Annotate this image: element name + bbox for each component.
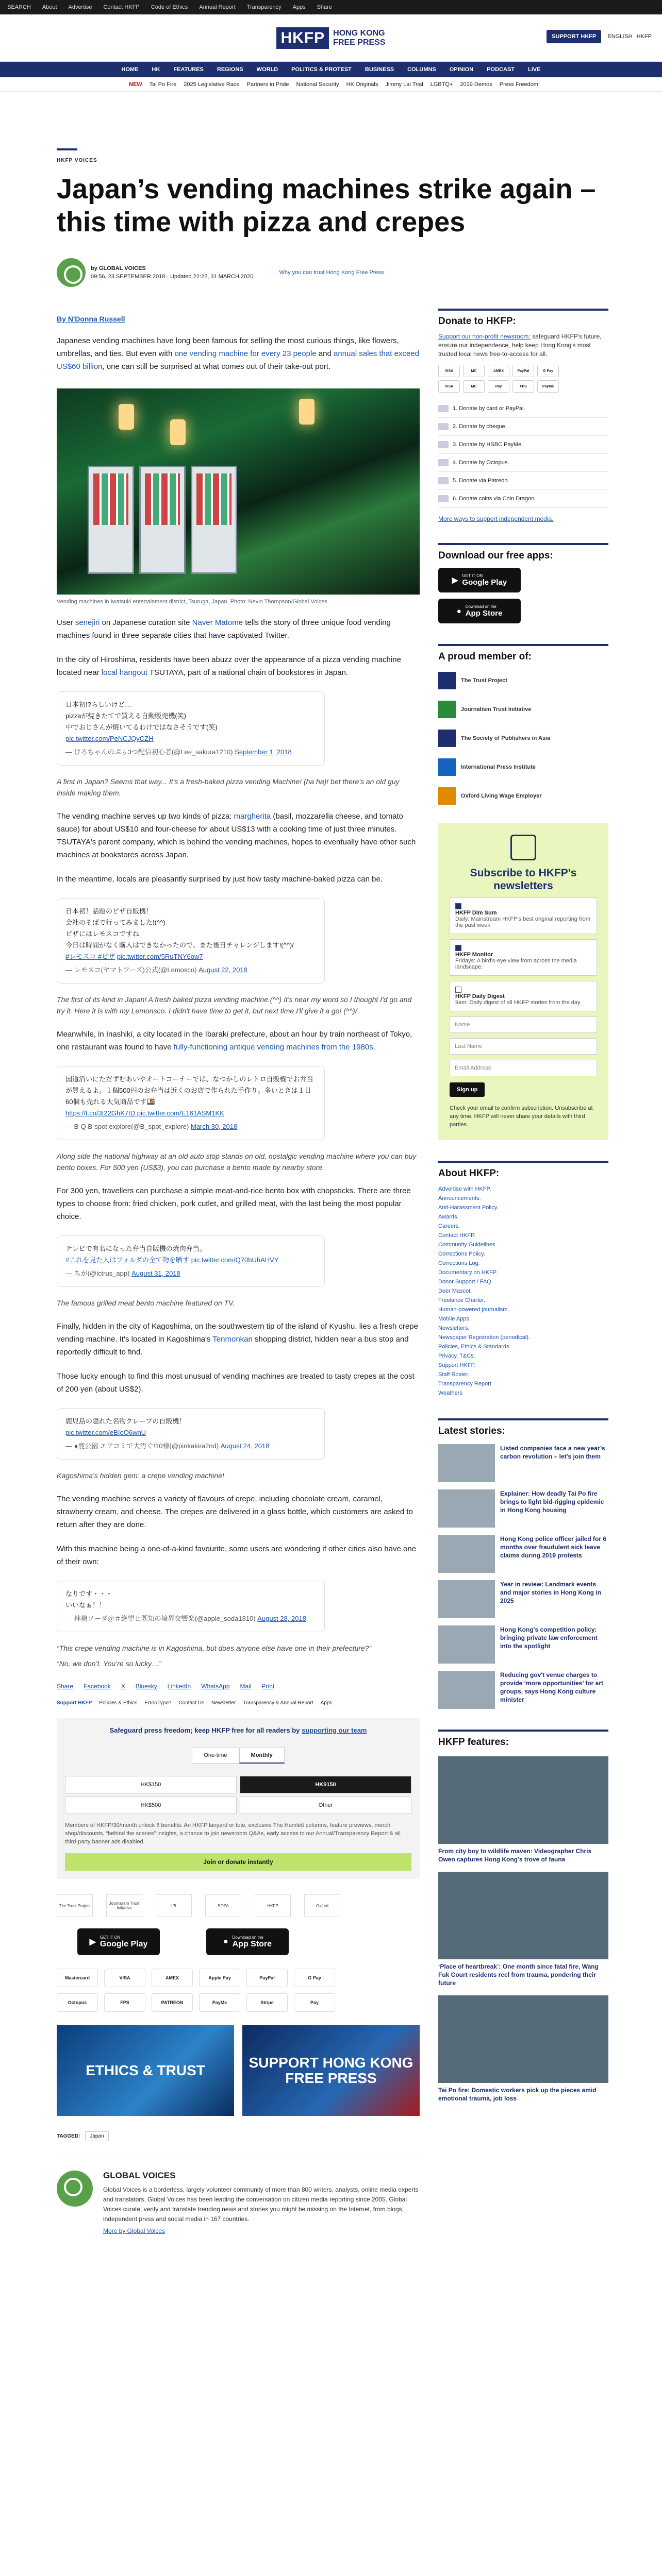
author-avatar — [57, 2171, 93, 2207]
author-name: GLOBAL VOICES — [103, 2171, 176, 2180]
latest-panel — [438, 1418, 608, 1709]
lang-english[interactable]: ENGLISH — [607, 33, 633, 40]
inline-link[interactable]: annual sales that exceed US$60 billion — [57, 349, 419, 371]
freq-one-time[interactable]: One-time — [192, 1748, 239, 1764]
donate-option[interactable]: 6. Donate coins via Coin Dragon. — [438, 490, 608, 508]
share-bluesky[interactable]: Bluesky — [135, 1683, 157, 1690]
share-facebook[interactable]: Facebook — [84, 1683, 111, 1690]
paragraph: User senejiri on Japanese curation site Naver Matome tells the story of three unique food vending machines found in three separate cities that have captivated Twitter. — [57, 618, 391, 640]
inline-link[interactable]: senejiri — [75, 618, 100, 627]
donate-title: Donate to HKFP: — [438, 316, 516, 327]
trending-item[interactable]: Tai Po Fire — [149, 81, 177, 88]
ethics-link[interactable]: Code of Ethics — [151, 4, 188, 10]
share-bar — [57, 1683, 420, 1690]
story-thumbnail — [438, 1535, 495, 1573]
more-by-author-link[interactable]: More by Global Voices — [103, 2227, 166, 2234]
about-link[interactable]: Human-powered journalism. — [438, 1307, 509, 1313]
jti-logo[interactable]: Journalism Trust Initiative — [438, 701, 608, 718]
card-icon — [438, 405, 449, 412]
tweet-date[interactable]: March 30, 2018 — [190, 1123, 238, 1130]
tweet-link[interactable]: pic.twitter.com/Q70bUhAHVY — [191, 1256, 279, 1264]
annual-report-link[interactable]: Annual Report — [199, 4, 236, 10]
trending-item[interactable]: Partners in Pride — [246, 81, 289, 88]
nonprofit-link[interactable]: Support our non-profit newsroom: — [438, 333, 531, 340]
byline: by GLOBAL VOICES — [91, 265, 146, 272]
contact-link[interactable]: Contact HKFP — [103, 4, 140, 10]
main-nav — [0, 62, 662, 77]
donate-panel: Donate to HKFP: Support our non-profit newsroom: safeguard HKFP's future, ensure our independence, help keep Hong Kong's most trusted local news free-to-access for all. VISA MC AMEX PayPal G Pay VISA MC Pay FPS PayMe 1. Donate by card or PayPal. 2. Donate by cheque. 3. Donate by HSBC PayMe. 4. Donate by Octopus. 5. Donate via Patreon. 6. Donate coins via Coin Dragon. More ways to support independent media. — [438, 309, 608, 522]
sopa-logo[interactable]: The Society of Publishers in Asia — [438, 730, 608, 747]
visa-icon: VISA — [438, 380, 460, 393]
donate-option[interactable]: 2. Donate by cheque. — [438, 418, 608, 436]
footer-link[interactable]: Apps — [320, 1700, 333, 1706]
about-link[interactable]: Transparency Report. — [438, 1381, 493, 1387]
latest-title: Latest stories: — [438, 1426, 505, 1436]
share-linkedin[interactable]: LinkedIn — [167, 1683, 191, 1690]
living-wage-logo[interactable]: Oxford Living Wage Employer — [438, 787, 608, 805]
paragraph: Those lucky enough to find this most unusual of vending machines are treated to tasty crepes at the cost of 200 yen (about US$2). — [57, 1372, 415, 1394]
payme-icon[interactable]: PayMe — [199, 1993, 240, 2012]
last-name-input[interactable]: Last Name — [450, 1038, 597, 1055]
kicker: HKFP VOICES — [57, 148, 77, 163]
tweet-link[interactable]: pic.twitter.com/eBIoO6wnU — [65, 1429, 146, 1436]
tweet-hashtags[interactable]: #レモスコ #ピザ — [65, 953, 115, 960]
newsletter-panel — [438, 823, 608, 1140]
nav-opinion[interactable]: OPINION — [449, 66, 474, 73]
site-header — [0, 14, 662, 62]
sign-up-button[interactable]: Sign up — [450, 1082, 485, 1097]
amex-icon[interactable]: AMEX — [152, 1969, 193, 1987]
fps-icon: FPS — [512, 380, 534, 393]
translation: The first of its kind in Japan! A fresh baked pizza vending machine.(^^) It's near my word so I thought I'd go and try it. Here it is with my Lemonsco. I didn't have time to get it, but next time I'll give it a go! (^^)/ — [57, 995, 412, 1015]
embedded-tweet: なりです・・・ いいなぁ！！ — 林檎ソーダ＠＃絶望と既知の境界交響楽(@apple_soda1810) August 28, 2018 — [57, 1581, 325, 1632]
about-link[interactable]: Donor Support / FAQ. — [438, 1279, 493, 1285]
author-bio: Global Voices is a borderless, largely volunteer community of more than 800 writers, analysts, online media experts and translators. Global Voices has been leading the conversation on citizen media reporting since 2005. Global Voices curate, verify and translate trending news and stories you might be missing on the Internet, from blogs, independent press and social media in 167 countries. — [103, 2186, 419, 2223]
google-play-button[interactable]: ▶ GET IT ON Google Play — [438, 568, 521, 592]
about-panel — [438, 1161, 608, 1398]
logo-mark: HKFP — [276, 27, 329, 49]
inline-link[interactable]: Naver Matome — [192, 618, 243, 627]
amount-option-other[interactable]: Other — [240, 1797, 411, 1814]
google-pay-icon: G Pay — [537, 365, 559, 377]
inline-link[interactable]: one vending machine for every 23 people — [174, 349, 317, 358]
embedded-tweet: 日本初!?らしいけど… pizzaが焼きたてで買える自動販売機(笑) 中でおじさんが焼いてるわけではなさそうです(笑) pic.twitter.com/PeNCJQyCZH — けろちゃんのぷぅ3つ配信初心者(@Lee_sakura1210) September 1, 2018 — [57, 691, 325, 766]
octopus-icon — [438, 459, 449, 466]
tweet-link[interactable]: pic.twitter.com/5RuTNY6ow7 — [117, 953, 203, 960]
latest-story[interactable]: Hong Kong's competition policy: bringing private law enforcement into the spotlight — [438, 1625, 608, 1664]
amount-option[interactable]: HK$150 — [65, 1776, 237, 1793]
stripe-icon[interactable]: Stripe — [246, 1993, 288, 2012]
tweet-link[interactable]: pic.twitter.com/PeNCJQyCZH — [65, 735, 154, 742]
nav-politics[interactable]: POLITICS & PROTEST — [291, 66, 352, 73]
translation: Along side the national highway at an old auto stop stands on old, nostalgic vending machine where you can buy bento boxes. For 500 yen (US$3), you can purchase a bento made by nearby store. — [57, 1152, 417, 1172]
about-link[interactable]: Contact HKFP. — [438, 1232, 475, 1239]
about-link[interactable]: Policies, Ethics & Standards. — [438, 1344, 511, 1350]
embedded-tweet: テレビで有名になった弁当自販機の焼肉弁当。 #これを見た人はフォルダの全て物を晒す pic.twitter.com/Q70bUhAHVY — ちが(@ictrus_app) August 31, 2018 — [57, 1235, 325, 1287]
trust-link[interactable]: Why you can trust Hong Kong Free Press — [279, 269, 384, 276]
newsletter-note: Check your email to confirm subscription. Unsubscribe at any time. HKFP will never share your details with third parties. — [450, 1105, 593, 1128]
share-print[interactable]: Print — [261, 1683, 275, 1690]
about-link[interactable]: Privacy, T&Cs. — [438, 1353, 475, 1359]
jti-badge[interactable]: Journalism Trust Initiative — [106, 1894, 142, 1917]
donate-option[interactable]: 5. Donate via Patreon. — [438, 472, 608, 490]
member-panel — [438, 644, 608, 805]
about-link[interactable]: Advertise with HKFP. — [438, 1186, 491, 1192]
nav-world[interactable]: WORLD — [256, 66, 278, 73]
feature-story[interactable]: From city boy to wildlife maven: Videographer Chris Owen captures Hong Kong's trove of fauna — [438, 1756, 608, 1863]
apple-icon: ● — [456, 606, 461, 616]
app-store-button[interactable]: ● Download on the App Store — [206, 1928, 289, 1955]
envelope-icon — [510, 835, 536, 860]
tweet-date[interactable]: August 22, 2018 — [198, 966, 247, 974]
play-icon: ▶ — [89, 1938, 96, 1946]
footer-link[interactable]: Support HKFP — [57, 1700, 92, 1706]
translation: Kagoshima's hidden gem: a crepe vending machine! — [57, 1471, 224, 1480]
inline-link[interactable]: fully-functioning antique vending machines from the 1980s — [173, 1043, 373, 1052]
story-thumbnail — [438, 1625, 495, 1664]
apple-pay-icon[interactable]: Apple Pay — [199, 1969, 240, 1987]
paragraph: Japanese vending machines have long been famous for selling the most curious things, like flowers, umbrellas, and ties. But even with one vending machine for every 23 people and annual sales that exceed US$60 billion, one can still be surprised at what comes out of their take-out port. — [57, 336, 419, 371]
article-title: Japan’s vending machines strike again – this time with pizza and crepes — [57, 174, 596, 238]
trending-item[interactable]: Press Freedom — [499, 81, 538, 88]
about-link[interactable]: Corrections Policy. — [438, 1251, 485, 1257]
about-link[interactable]: Weathers — [438, 1390, 462, 1396]
embedded-tweet: 鹿児島の隠れた名物クレープの自販機！ pic.twitter.com/eBIoO6wnU — ●鹿公園 エアコミで大汚ぐ!10様(@pinkakira2nd) August 24, 2018 — [57, 1408, 325, 1460]
donate-widget: Safeguard press freedom; keep HKFP free for all readers by supporting our team One-time Monthly HK$150 HK$150 HK$500 Other Members of HKFP/30/month unlock 6 benefits: An HKFP lanyard or tote, exclusive The Hamlett columns, feature previews, merch shop/discounts, “behind the scenes” insights, a chance to join newsroom Q&As, early access to our Annual/Transparency Report & all third-party banner ads disabled. Join or donate instantly — [57, 1718, 420, 1879]
newsletter-title: Subscribe to HKFP's newsletters — [470, 867, 577, 892]
trending-item[interactable]: HK Originals — [346, 81, 378, 88]
about-link[interactable]: Announcements. — [438, 1195, 481, 1201]
trending-item[interactable]: LGBTQ+ — [430, 81, 453, 88]
payme-icon: PayMe — [537, 380, 559, 393]
freq-monthly[interactable]: Monthly — [239, 1748, 285, 1764]
about-link[interactable]: Newsletters. — [438, 1325, 470, 1331]
paragraph: Meanwhile, in Inashiki, a city located in the Ibaraki prefecture, about an hour by train northeast of Tokyo, one restaurant was found to have fully-functioning antique vending machines from the 1980s. — [57, 1030, 412, 1052]
inline-link[interactable]: margherita — [234, 812, 271, 821]
join-donate-button[interactable]: Join or donate instantly — [65, 1853, 411, 1871]
tweet-link[interactable]: https://t.co/3t22GhK7tD pic.twitter.com/E161ASM1KK — [65, 1109, 224, 1117]
newsletter-option[interactable]: HKFP Monitor Fridays: A bird's-eye view from across the media landscape. — [450, 939, 597, 976]
app-store-button[interactable]: ● Download on the App Store — [438, 599, 521, 623]
nav-home[interactable]: HOME — [121, 66, 139, 73]
member-title: A proud member of: — [438, 651, 532, 662]
ipi-badge[interactable]: IPI — [156, 1894, 192, 1917]
sopa-badge[interactable]: SOPA — [205, 1894, 241, 1917]
features-panel — [438, 1730, 608, 2103]
amount-option[interactable]: HK$500 — [65, 1797, 237, 1814]
tweet-date[interactable]: August 24, 2018 — [220, 1442, 270, 1450]
about-link[interactable]: Documentary on HKFP. — [438, 1269, 498, 1276]
member-badges — [57, 1894, 420, 1917]
trust-project-badge[interactable]: The Trust Project — [57, 1894, 93, 1917]
ethics-trust-banner[interactable]: ETHICS & TRUST — [57, 2025, 234, 2116]
feature-image — [438, 1872, 608, 1959]
article-body — [57, 287, 420, 2234]
nav-business[interactable]: BUSINESS — [365, 66, 394, 73]
about-link[interactable]: Deer Mascot. — [438, 1288, 472, 1294]
tweet-date[interactable]: September 1, 2018 — [235, 748, 292, 756]
paypal-icon[interactable]: PayPal — [246, 1969, 288, 1987]
nav-hk[interactable]: HK — [152, 66, 160, 73]
logo-line-2: FREE PRESS — [333, 38, 386, 47]
trending-item[interactable]: National Security — [296, 81, 339, 88]
checkbox-checked[interactable] — [455, 945, 461, 951]
inline-link[interactable]: Tenmonkan — [212, 1335, 253, 1344]
story-thumbnail — [438, 1580, 495, 1618]
amex-icon: AMEX — [488, 365, 509, 377]
email-input[interactable]: Email Address — [450, 1060, 597, 1076]
transparency-link[interactable]: Transparency — [246, 4, 282, 10]
nav-podcast[interactable]: PODCAST — [487, 66, 515, 73]
name-input[interactable]: Name — [450, 1016, 597, 1033]
story-thumbnail — [438, 1489, 495, 1528]
translation: A first in Japan? Seems that way... It's a fresh-baked pizza vending Machine! (ha ha)! bet there's an old guy inside making them. — [57, 777, 400, 797]
advertise-link[interactable]: Advertise — [68, 4, 92, 10]
hkfp-badge[interactable]: HKFP — [255, 1894, 291, 1917]
story-thumbnail — [438, 1671, 495, 1709]
fps-icon[interactable]: FPS — [104, 1993, 145, 2012]
footer-link[interactable]: Policies & Ethics — [99, 1700, 138, 1706]
image-caption: Vending machines in Iwatsuki entertainment district, Tsuruga, Japan. Photo: Nevin Thompson/Global Voices. — [57, 599, 329, 605]
features-title: HKFP features: — [438, 1737, 509, 1748]
oxford-badge[interactable]: Oxford — [304, 1894, 340, 1917]
tweet-date[interactable]: August 31, 2018 — [131, 1269, 180, 1277]
support-team-link[interactable]: supporting our team — [302, 1726, 367, 1734]
share-x[interactable]: X — [121, 1683, 125, 1690]
new-label: NEW — [129, 81, 142, 88]
feature-image — [438, 1995, 608, 2083]
payme-icon — [438, 441, 449, 448]
mastercard-icon: MC — [463, 365, 485, 377]
coin-icon — [438, 495, 449, 502]
share-label[interactable]: Share — [57, 1683, 74, 1690]
tweet-date[interactable]: August 28, 2018 — [257, 1615, 306, 1622]
about-link[interactable]: Mobile Apps. — [438, 1316, 471, 1322]
more-ways-link[interactable]: More ways to support independent media. — [438, 515, 554, 522]
embedded-tweet: 日本初！話題のピザ自販機！ 会社のそばで行ってみました!(^^) ピザにはレモスコですね 今日は時間がなく購入はできなかったので、また後日チャレンジします!(^^)/ #レモスコ #ピザ pic.twitter.com/5RuTNY6ow7 — レモスコ(ヤマトフーズ)公式(@Lemosco) August 22, 2018 — [57, 898, 325, 984]
about-link[interactable]: Community Guidelines. — [438, 1242, 497, 1248]
about-link[interactable]: About — [42, 4, 57, 10]
about-link[interactable]: Anti-Harassment Policy. — [438, 1205, 499, 1211]
patreon-icon[interactable]: PATREON — [152, 1993, 193, 2012]
logo-line-1: HONG KONG — [333, 28, 385, 38]
cheque-icon — [438, 423, 449, 430]
latest-story[interactable]: Hong Kong police officer jailed for 6 months over fraudulent sick leave claims during 2019 protests — [438, 1535, 608, 1573]
trust-project-logo[interactable]: The Trust Project — [438, 672, 608, 689]
latest-story[interactable]: Listed companies face a new year’s carbon revolution – let's join them — [438, 1444, 608, 1482]
checkbox-checked[interactable] — [455, 903, 461, 909]
search-link[interactable]: SEARCH — [7, 4, 31, 10]
latest-story[interactable]: Explainer: How deadly Tai Po fire brings to light bid-rigging epidemic in Hong Kong housing — [438, 1489, 608, 1528]
newsletter-option[interactable]: HKFP Daily Digest 9am: Daily digest of all HKFP stories from the day. — [450, 981, 597, 1011]
footer-link[interactable]: Newsletter — [211, 1700, 236, 1706]
feature-story[interactable]: Tai Po fire: Domestic workers pick up the pieces amid emotional trauma, job loss — [438, 1995, 608, 2103]
paragraph: The vending machine serves up two kinds of pizza: margherita (basil, mozzarella cheese, and tomato sauce) for about US$10 and four-cheese for about US$13 with a cooking time of just three minutes. TSUTAYA's parent company, which is behind the vending machines, hopes to eventually have other such machines at bookstores across Japan. — [57, 812, 416, 859]
footer-link[interactable]: Transparency & Annual Report — [243, 1700, 313, 1706]
author-box — [57, 2160, 420, 2234]
checkbox[interactable] — [455, 987, 461, 993]
about-link[interactable]: Freelance Charter. — [438, 1297, 486, 1303]
apple-icon: ● — [223, 1937, 228, 1946]
about-link[interactable]: Corrections Log. — [438, 1260, 480, 1266]
global-voices-logo — [57, 258, 86, 287]
share-whatsapp[interactable]: WhatsApp — [201, 1683, 230, 1690]
apple-pay-icon: Pay — [488, 380, 509, 393]
paragraph: Finally, hidden in the city of Kagoshima, on the southwestern tip of the island of Kyushu, lies a fresh crepe vending machine. It's located in Kagoshima's Tenmonkan shopping district, hidden near a bus stop and reportedly difficult to find. — [57, 1322, 418, 1357]
paypal-icon: PayPal — [512, 365, 534, 377]
apps-title: Download our free apps: — [438, 550, 553, 561]
footer-link[interactable]: Error/Typo? — [144, 1700, 172, 1706]
about-link[interactable]: Newspaper Registration (periodical). — [438, 1334, 530, 1341]
nav-columns[interactable]: COLUMNS — [407, 66, 436, 73]
paragraph: The vending machine serves a variety of flavours of crepe, including chocolate cream, caramel, strawberry cream, and cheese. The crepes are delivered in a glass bottle, which customers are asked to return after they are done. — [57, 1495, 413, 1529]
translation: The famous grilled meat bento machine featured on TV. — [57, 1299, 235, 1307]
ipi-logo[interactable]: International Press Institute — [438, 758, 608, 776]
mastercard-icon[interactable]: Mastercard — [57, 1969, 98, 1987]
story-thumbnail — [438, 1444, 495, 1482]
share-mail[interactable]: Mail — [240, 1683, 252, 1690]
feature-image — [438, 1756, 608, 1844]
paragraph: In the city of Hiroshima, residents have been abuzz over the appearance of a pizza vending machine located near local hangout TSUTAYA, part of a national chain of bookstores in Japan. — [57, 655, 401, 677]
member-benefits: Members of HKFP/30/month unlock 6 benefits: An HKFP lanyard or tote, exclusive The Hamlett columns, feature previews, merch shop/discounts, “behind the scenes” insights, a chance to join newsroom Q&As, early access to our Annual/Transparency Report & all third-party banner ads disabled. — [65, 1822, 401, 1845]
about-link[interactable]: Awards. — [438, 1214, 459, 1220]
trending-item[interactable]: 2025 Legislative Race — [184, 81, 240, 88]
share-link[interactable]: Share — [317, 4, 332, 10]
trending-item[interactable]: Jimmy Lai Trial — [385, 81, 423, 88]
footer-link[interactable]: Contact Us — [178, 1700, 204, 1706]
support-banner[interactable]: SUPPORT HONG KONG FREE PRESS — [242, 2025, 420, 2116]
translation: “No, we don’t. You’re so lucky…” — [57, 1659, 161, 1668]
tweet-hashtags[interactable]: #これを見た人はフォルダの全て物を晒す — [65, 1256, 190, 1264]
donate-option[interactable]: 4. Donate by Octopus. — [438, 454, 608, 472]
octopus-icon[interactable]: Octopus — [57, 1993, 98, 2012]
apps-link[interactable]: Apps — [292, 4, 306, 10]
utility-bar — [0, 0, 662, 14]
pay-icon[interactable]: Pay — [294, 1993, 335, 2012]
site-logo[interactable] — [276, 27, 385, 49]
visa-icon: VISA — [438, 365, 460, 377]
about-link[interactable]: Staff Roster. — [438, 1371, 470, 1378]
play-icon: ▶ — [452, 576, 458, 585]
mastercard-icon: MC — [463, 380, 485, 393]
paragraph: For 300 yen, travellers can purchase a simple meat-and-rice bento box with chopsticks. There are three types to choose from: fried chicken, pork cutlet, and grilled meat, with the last being the most popular choice. — [57, 1187, 411, 1221]
about-link[interactable]: Careers. — [438, 1223, 460, 1229]
about-link[interactable]: Support HKFP. — [438, 1362, 476, 1368]
support-hkfp-button[interactable]: SUPPORT HKFP — [547, 30, 601, 43]
translation: “This crepe vending machine is in Kagoshima, but does anyone else have one in their prefecture?” — [57, 1644, 372, 1652]
about-title: About HKFP: — [438, 1168, 500, 1179]
trending-item[interactable]: 2019 Demos — [460, 81, 492, 88]
patreon-icon — [438, 477, 449, 484]
donate-option[interactable]: 3. Donate by HSBC PayMe. — [438, 436, 608, 454]
visa-icon[interactable]: VISA — [104, 1969, 145, 1987]
paragraph: In the meantime, locals are pleasantly surprised by just how tasty machine-baked pizza can be. — [57, 875, 383, 884]
newsletter-option[interactable]: HKFP Dim Sum Daily: Mainstream HKFP's best original reporting from the past week. — [450, 897, 597, 934]
lang-chinese[interactable]: HKFP — [636, 33, 652, 40]
google-play-button[interactable]: ▶ GET IT ON Google Play — [77, 1928, 160, 1955]
apps-panel — [438, 543, 608, 623]
article-header — [0, 92, 596, 287]
google-pay-icon[interactable]: G Pay — [294, 1969, 335, 1987]
payment-methods — [57, 1969, 420, 2012]
trending-bar — [0, 77, 662, 92]
nav-features[interactable]: FEATURES — [173, 66, 204, 73]
author-link[interactable]: By N'Donna Russell — [57, 315, 125, 323]
hero-image — [57, 388, 420, 595]
feature-story[interactable]: ‘Place of heartbreak’: One month since fatal fire, Wang Fuk Court residents reel from trauma, pondering their future — [438, 1872, 608, 1987]
embedded-tweet: 国道沿いにただずむあいやオートコーナーでは、なつかしのレトロ自販機でお弁当が買えるよ。１個500円のお弁当は近くのお店で作られた手作り。多いときは１日60個も売れる大気商品です🍱 https://t.co/3t22GhK7tD pic.twitter.com/E161ASM1KK — B-Q B-spot explore(@B_spot_explore) March 30, 2018 — [57, 1066, 325, 1140]
sidebar — [438, 287, 608, 2234]
paragraph: With this machine being a one-of-a-kind favourite, some users are wondering if other cities also have one of their own: — [57, 1545, 417, 1566]
donate-option[interactable]: 1. Donate by card or PayPal. — [438, 400, 608, 418]
nav-live[interactable]: LIVE — [528, 66, 541, 73]
tag-japan[interactable]: Japan — [85, 2131, 108, 2141]
tagged-label: TAGGED: — [57, 2133, 80, 2139]
latest-story[interactable]: Year in review: Landmark events and major stories in Hong Kong in 2025 — [438, 1580, 608, 1618]
article-dates: 09:56, 23 SEPTEMBER 2018 · Updated 22:22, 31 MARCH 2020 — [91, 274, 254, 280]
nav-regions[interactable]: REGIONS — [217, 66, 243, 73]
latest-story[interactable]: Reducing gov't venue charges to provide ‘more opportunities’ for art groups, says Hong Kong culture minister — [438, 1671, 608, 1709]
article-footer-links — [57, 1700, 420, 1706]
inline-link[interactable]: local hangout — [101, 668, 147, 677]
amount-option-selected[interactable]: HK$150 — [240, 1776, 411, 1793]
